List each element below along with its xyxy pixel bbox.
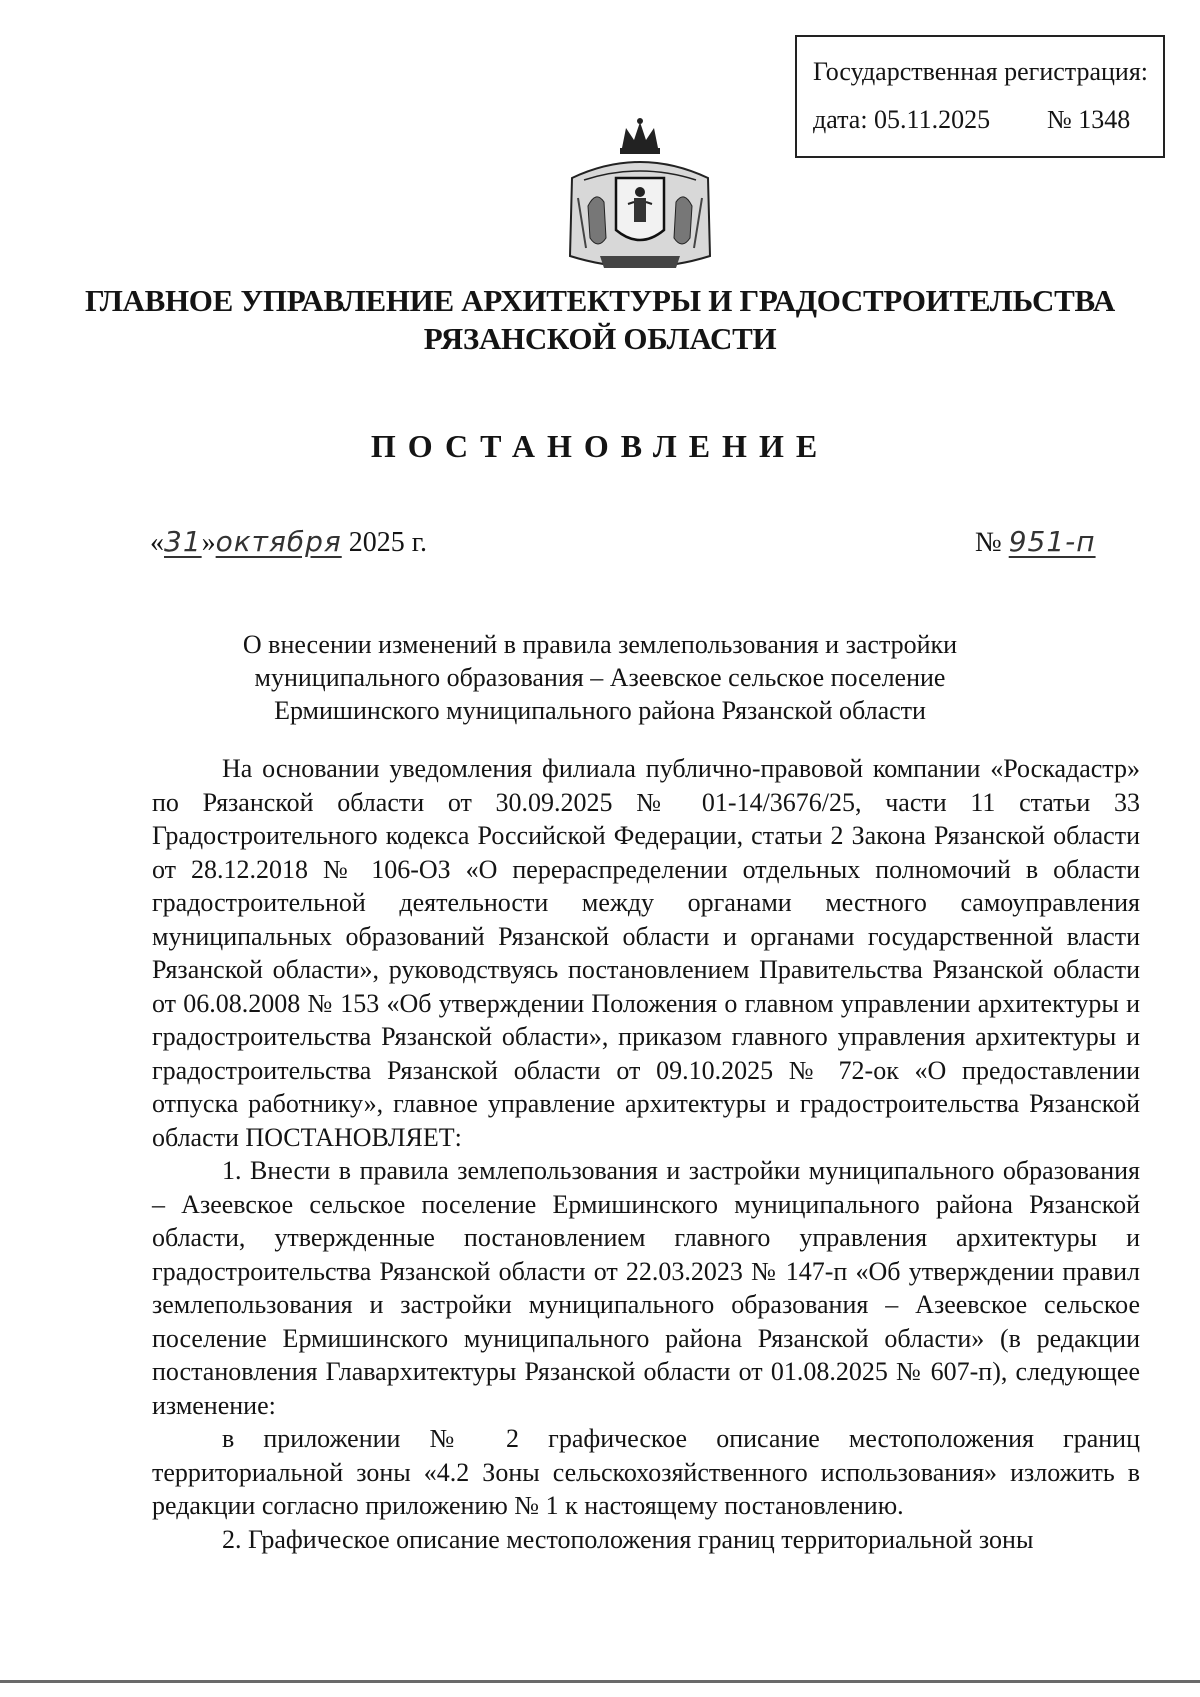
body-item-2: 2. Графическое описание местоположения границ территориальной зоны	[222, 1524, 1034, 1554]
document-title-line-1: О внесении изменений в правила землепользования и застройки	[242, 630, 958, 659]
date-year: 2025 г.	[341, 527, 428, 558]
body-item-1: 1. Внести в правила землепользования и застройки муниципального образования – Азеевское сельское поселение Ермишинского муниципального района Рязанской области, утвержденные постановлением главного управления архитектуры и градостроительства Рязанской области от 22.03.2023 № 147-п «Об утверждении правил землепользования и застройки муниципального образования – Азеевское сельское поселение Ермишинского муниципального района Рязанской области» (в редакции постановления Главархитектуры Рязанской области от 01.08.2025 № 607-п), следующее изменение:	[152, 1156, 1140, 1420]
document-type: ПОСТАНОВЛЕНИЕ	[370, 428, 830, 464]
date-day-handwritten: 31	[164, 525, 202, 558]
document-title-line-3: Ермишинского муниципального района Рязанской области	[274, 696, 926, 725]
document-body	[152, 752, 1140, 1556]
registration-date: дата: 05.11.2025	[813, 105, 991, 134]
registration-stamp	[795, 35, 1165, 158]
scan-edge-line	[0, 1680, 1200, 1683]
registration-number: № 1348	[1047, 105, 1131, 134]
coat-of-arms-icon	[560, 118, 720, 280]
organization-name	[0, 282, 1200, 358]
body-item-1-detail: в приложении № 2 графическое описание местоположения границ территориальной зоны «4.2 Зоны сельскохозяйственного использования» изложить в редакции согласно приложению № 1 к настоящему постановлению.	[152, 1424, 1140, 1520]
organization-name-line-2: РЯЗАНСКОЙ ОБЛАСТИ	[423, 321, 777, 356]
date-open-quote: «	[150, 527, 164, 558]
organization-name-line-1: ГЛАВНОЕ УПРАВЛЕНИЕ АРХИТЕКТУРЫ И ГРАДОСТРОИТЕЛЬСТВА	[84, 283, 1115, 318]
document-date	[150, 525, 427, 559]
date-close-quote: »	[201, 527, 216, 558]
document-title-line-2: муниципального образования – Азеевское сельское поселение	[254, 663, 946, 692]
date-month-handwritten: октября	[215, 525, 342, 558]
document-title	[0, 628, 1200, 727]
document-number	[975, 525, 1096, 559]
number-prefix: №	[975, 527, 1009, 558]
number-handwritten: 951-п	[1008, 525, 1096, 558]
body-paragraph-preamble: На основании уведомления филиала публично-правовой компании «Роскадастр» по Рязанской области от 30.09.2025 № 01-14/3676/25, части 11 статьи 33 Градостроительного кодекса Российской Федерации, статьи 2 Закона Рязанской области от 28.12.2018 № 106-ОЗ «О перераспределении отдельных полномочий в области градостроительной деятельности между органами местного самоуправления муниципальных образований Рязанской области и органами государственной власти Рязанской области», руководствуясь постановлением Правительства Рязанской области от 06.08.2008 № 153 «Об утверждении Положения о главном управлении архитектуры и градостроительства Рязанской области», приказом главного управления архитектуры и градостроительства Рязанской области от 09.10.2025 № 72-ок «О предоставлении отпуска работнику», главное управление архитектуры и градостроительства Рязанской области ПОСТАНОВЛЯЕТ:	[152, 754, 1140, 1152]
registration-title: Государственная регистрация:	[813, 57, 1149, 86]
